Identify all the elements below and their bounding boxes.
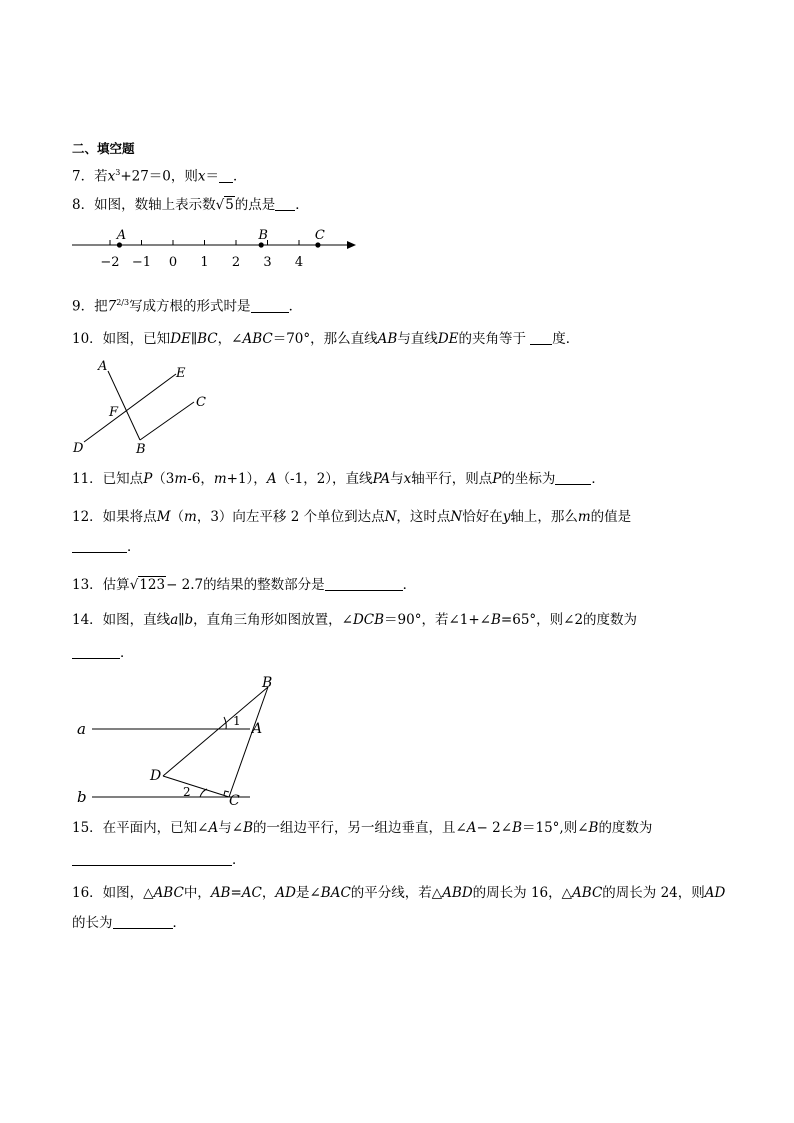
answer-blank[interactable] xyxy=(113,915,173,929)
label-B: B xyxy=(136,442,146,457)
point-label-C: C xyxy=(314,228,325,243)
label-A: A xyxy=(252,721,263,737)
label-line-a: a xyxy=(77,720,86,738)
sqrt-symbol: √ xyxy=(129,577,139,593)
answer-blank[interactable] xyxy=(251,299,289,313)
point-B xyxy=(259,242,264,247)
answer-blank[interactable] xyxy=(219,169,233,183)
tick-label: 2 xyxy=(231,255,241,270)
question-12-line2: ． xyxy=(72,538,141,556)
section-heading: 二、填空题 xyxy=(72,141,135,156)
point-label-A: A xyxy=(116,228,127,243)
question-15: 15．在平面内，已知∠A与∠B的一组边平行，另一组边垂直，且∠A− 2∠B＝15°,则∠B的度数为 xyxy=(72,820,653,836)
label-D: D xyxy=(150,768,162,784)
label-A: A xyxy=(98,359,108,374)
figure-10 xyxy=(70,356,220,456)
question-8: 8．如图，数轴上表示数√5的点是 ． xyxy=(72,197,309,213)
question-10: 10．如图，已知DE∥BC，∠ABC＝70°，那么直线AB与直线DE的夹角等于 度． xyxy=(72,331,580,347)
label-E: E xyxy=(176,366,186,381)
question-9: 9．把$7^{2/3}$写成方根的形式时是 ． xyxy=(72,298,303,315)
point-C xyxy=(315,242,320,247)
label-B: B xyxy=(262,675,273,691)
label-line-b: b xyxy=(77,788,87,806)
question-16-line2: 的长为 ． xyxy=(72,915,186,931)
number-line xyxy=(70,228,370,268)
answer-blank[interactable] xyxy=(530,331,552,345)
point-label-B: B xyxy=(258,228,268,243)
label-angle-2: 2 xyxy=(183,785,191,799)
tick-label: −2 xyxy=(100,255,120,270)
question-15-line2: ． xyxy=(72,851,246,869)
question-13: 13．估算√123− 2.7的结果的整数部分是 ． xyxy=(72,577,417,593)
label-C: C xyxy=(196,395,206,410)
question-14-line2: ． xyxy=(72,644,134,662)
question-7: 7．若$x^3+27=0$，则x＝ ． xyxy=(72,168,247,185)
tick-label: 0 xyxy=(168,255,178,270)
figure-14 xyxy=(70,670,290,810)
point-A xyxy=(117,242,122,247)
question-11: 11．已知点P（3m-6，m+1），A（-1，2），直线PA与x轴平行，则点P的坐标为 ． xyxy=(72,471,605,487)
answer-blank[interactable] xyxy=(72,645,120,659)
answer-blank[interactable] xyxy=(72,852,232,866)
answer-blank[interactable] xyxy=(555,471,591,485)
tick-label: −1 xyxy=(131,255,152,270)
label-C: C xyxy=(229,793,240,809)
tick-label: 1 xyxy=(200,255,209,270)
label-F: F xyxy=(109,405,119,420)
answer-blank[interactable] xyxy=(325,577,403,591)
answer-blank[interactable] xyxy=(275,197,295,211)
label-D: D xyxy=(73,441,84,456)
question-12: 12．如果将点M（m，3）向左平移 2 个单位到达点N，这时点N恰好在y轴上，那么m的值是 xyxy=(72,509,632,525)
sqrt-symbol: √ xyxy=(215,197,225,213)
label-angle-1: 1 xyxy=(233,714,241,728)
question-16: 16．如图，△ABC中，AB=AC，AD是∠BAC的平分线，若△ABD的周长为 16，△ABC的周长为 24，则AD xyxy=(72,885,726,901)
tick-label: 3 xyxy=(263,255,272,270)
answer-blank[interactable] xyxy=(72,539,127,553)
question-14: 14．如图，直线a∥b，直角三角形如图放置，∠DCB＝90°，若∠1+∠B=65°，则∠2的度数为 xyxy=(72,612,638,628)
tick-label: 4 xyxy=(294,255,304,270)
